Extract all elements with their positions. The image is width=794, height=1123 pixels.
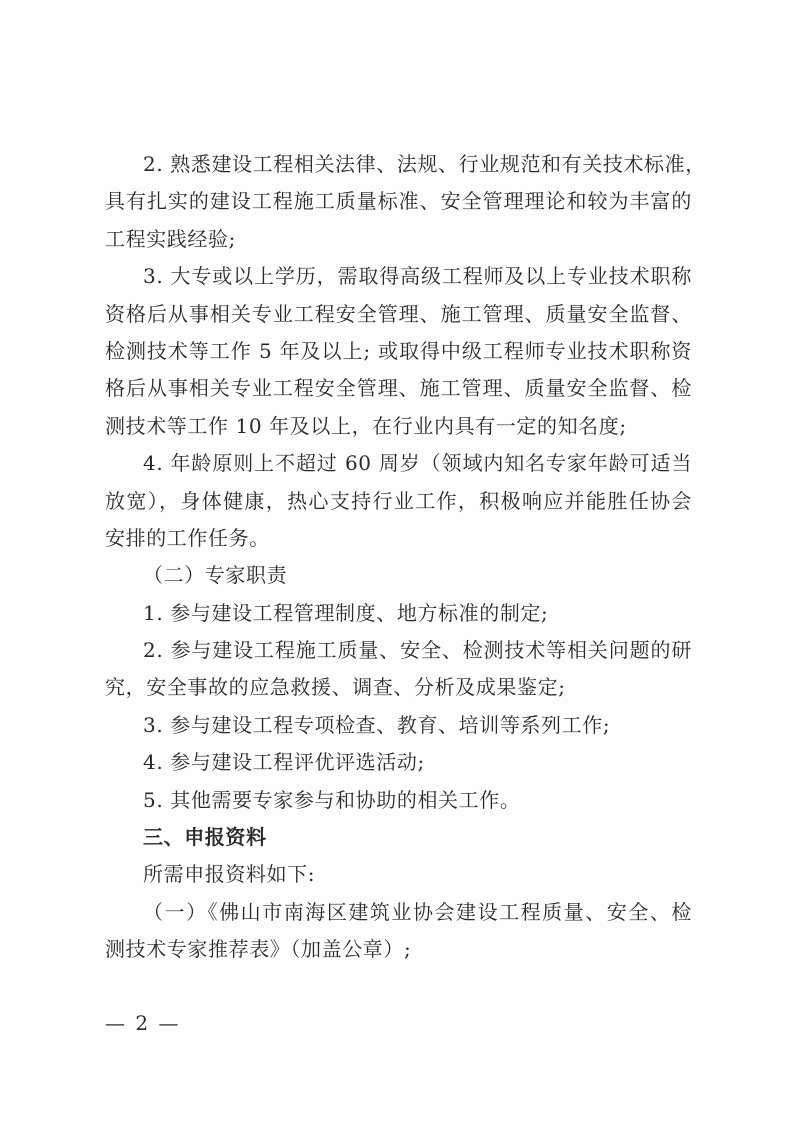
duty-2-line: 2. 参与建设工程施工质量、安全、检测技术等相关问题的研 <box>143 638 692 663</box>
requirement-3-line: 格后从事相关专业工程安全管理、施工管理、质量安全监督、检 <box>105 376 692 401</box>
requirement-4-line: 放宽），身体健康，热心支持行业工作，积极响应并能胜任协会 <box>105 488 692 513</box>
material-1-line: （一）《佛山市南海区建筑业协会建设工程质量、安全、检 <box>143 899 692 924</box>
requirement-2-line: 具有扎实的建设工程施工质量标准、安全管理理论和较为丰富的 <box>105 189 692 214</box>
duty-2-line: 究，安全事故的应急救援、调查、分析及成果鉴定; <box>105 675 566 700</box>
requirement-3-line: 资格后从事相关专业工程安全管理、施工管理、质量安全监督、 <box>105 301 692 326</box>
duty-1: 1. 参与建设工程管理制度、地方标准的制定; <box>143 600 549 625</box>
requirement-3-line: 测技术等工作 10 年及以上，在行业内具有一定的知名度; <box>105 413 627 438</box>
document-body <box>105 146 706 969</box>
section-heading-materials: 三、申报资料 <box>143 825 267 850</box>
materials-intro: 所需申报资料如下: <box>143 862 316 887</box>
requirement-2-line: 2. 熟悉建设工程相关法律、法规、行业规范和有关技术标准， <box>143 152 706 176</box>
requirement-2-line: 工程实践经验; <box>105 226 236 251</box>
page-number: — 2 — <box>105 1011 181 1035</box>
duty-5: 5. 其他需要专家参与和协助的相关工作。 <box>143 787 521 812</box>
requirement-4-line: 安排的工作任务。 <box>105 525 270 550</box>
duty-4: 4. 参与建设工程评优评选活动; <box>143 750 425 775</box>
duty-3: 3. 参与建设工程专项检查、教育、培训等系列工作; <box>143 712 611 737</box>
material-1-line: 测技术专家推荐表》（加盖公章）; <box>105 937 412 962</box>
requirement-3-line: 3. 大专或以上学历，需取得高级工程师及以上专业技术职称 <box>143 264 692 289</box>
requirement-3-line: 检测技术等工作 5 年及以上; 或取得中级工程师专业技术职称资 <box>105 338 692 363</box>
section-heading-duties: （二）专家职责 <box>143 563 288 588</box>
requirement-4-line: 4. 年龄原则上不超过 60 周岁（领域内知名专家年龄可适当 <box>143 451 692 476</box>
